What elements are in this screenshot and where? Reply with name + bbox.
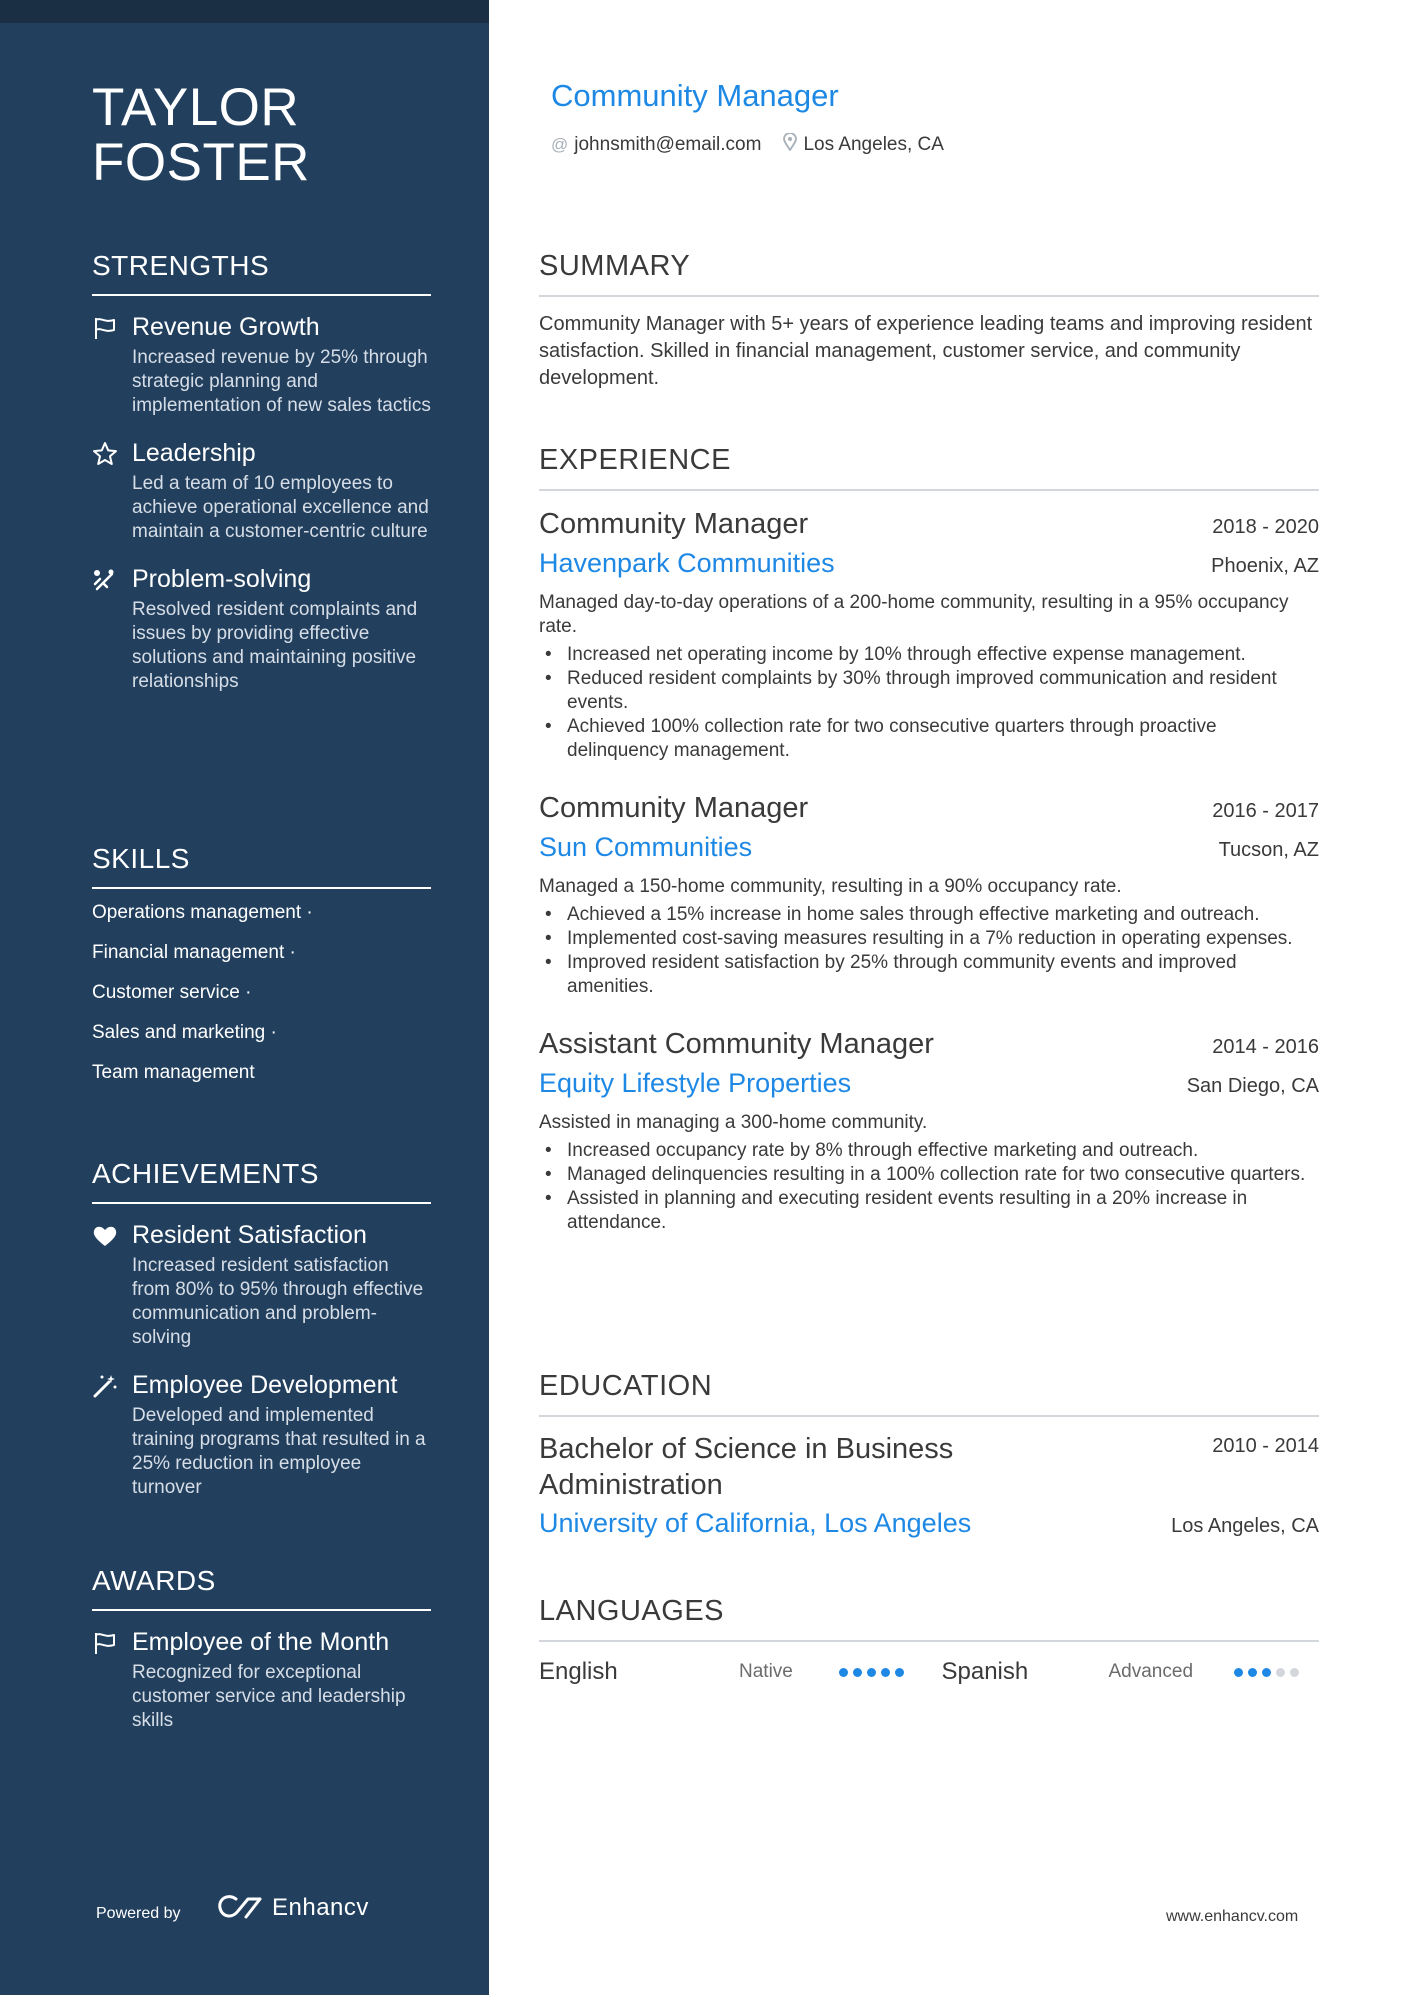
- languages-heading: LANGUAGES: [539, 1595, 1319, 1642]
- job-description: Assisted in managing a 300-home community.: [539, 1112, 928, 1133]
- strength-desc: Increased revenue by 25% through strategic planning and implementation of new sales tactics: [132, 347, 431, 416]
- achievement-item: [92, 1220, 431, 1350]
- strength-item: [92, 312, 431, 418]
- strength-item: [92, 564, 431, 694]
- enhancv-logo[interactable]: [216, 1893, 369, 1923]
- language-level: Native: [739, 1661, 793, 1682]
- language-name: English: [539, 1658, 618, 1685]
- education-entry: [539, 1431, 1319, 1543]
- language-item: [942, 1658, 1320, 1686]
- achievements-section: [92, 1158, 431, 1500]
- job-entry: [539, 789, 1319, 999]
- job-location: San Diego, CA: [1186, 1075, 1319, 1097]
- footer-url[interactable]: www.enhancv.com: [1166, 1908, 1299, 1925]
- magic-wand-icon: [92, 1373, 118, 1399]
- experience-heading: EXPERIENCE: [539, 444, 1319, 491]
- job-bullet: • Increased net operating income by 10% through effective expense management.: [539, 643, 1319, 667]
- first-name: TAYLOR: [92, 78, 300, 137]
- location-pin-icon: [783, 133, 797, 156]
- location-text: Los Angeles, CA: [803, 133, 944, 155]
- at-icon: @: [551, 134, 569, 154]
- job-role: Community Manager: [539, 508, 809, 540]
- strengths-heading: STRENGTHS: [92, 250, 431, 296]
- headline-title: Community Manager: [551, 78, 839, 113]
- job-description: Managed day-to-day operations of a 200-home community, resulting in a 95% occupancy rate.: [539, 592, 1289, 637]
- job-bullet: • Achieved a 15% increase in home sales through effective marketing and outreach.: [539, 903, 1319, 927]
- award-item: [92, 1627, 431, 1733]
- rating-dot-filled: [867, 1668, 876, 1677]
- skill-item: Customer service ·: [92, 982, 252, 1003]
- job-bullets: [539, 643, 1319, 763]
- puzzle-icon: [92, 567, 118, 593]
- job-bullet: • Reduced resident complaints by 30% through improved communication and resident events.: [539, 667, 1319, 715]
- summary-text: Community Manager with 5+ years of experience leading teams and improving resident satisfaction. Skilled in financial management, customer service, and community development.: [539, 313, 1313, 389]
- job-role: Assistant Community Manager: [539, 1028, 934, 1060]
- rating-dot-filled: [1234, 1668, 1243, 1677]
- rating-dot-filled: [895, 1668, 904, 1677]
- contact-info: [551, 133, 944, 156]
- awards-heading: AWARDS: [92, 1565, 431, 1611]
- achievement-title: Resident Satisfaction: [132, 1221, 367, 1249]
- education-location: Los Angeles, CA: [1171, 1515, 1319, 1537]
- job-location: Phoenix, AZ: [1211, 555, 1319, 577]
- flag-icon: [92, 315, 118, 341]
- education-school: University of California, Los Angeles: [539, 1508, 972, 1538]
- skills-list: [92, 901, 431, 1085]
- rating-dot-empty: [1290, 1668, 1299, 1677]
- job-entry: [539, 505, 1319, 763]
- strength-title: Problem-solving: [132, 565, 312, 593]
- achievement-item: [92, 1370, 431, 1500]
- skills-heading: SKILLS: [92, 843, 431, 889]
- job-bullets: [539, 903, 1319, 999]
- awards-section: [92, 1565, 431, 1733]
- languages-row: [539, 1654, 1319, 1690]
- achievement-title: Employee Development: [132, 1371, 398, 1399]
- job-bullet: • Achieved 100% collection rate for two consecutive quarters through proactive delinquency management.: [539, 715, 1319, 763]
- rating-dot-filled: [839, 1668, 848, 1677]
- last-name: FOSTER: [92, 133, 310, 192]
- skill-item: Team management: [92, 1062, 255, 1083]
- heart-icon: [92, 1223, 118, 1249]
- sidebar-top-bar: [0, 0, 489, 23]
- job-bullet: • Assisted in planning and executing resident events resulting in a 20% increase in attendance.: [539, 1187, 1319, 1235]
- flag-icon: [92, 1630, 118, 1656]
- achievements-heading: ACHIEVEMENTS: [92, 1158, 431, 1204]
- job-dates: 2016 - 2017: [1212, 800, 1319, 822]
- job-entry: [539, 1025, 1319, 1235]
- education-dates: 2010 - 2014: [1212, 1435, 1319, 1457]
- enhancv-logo-icon: [216, 1893, 262, 1923]
- job-dates: 2018 - 2020: [1212, 516, 1319, 538]
- summary-heading: SUMMARY: [539, 250, 1319, 297]
- skill-item: Operations management ·: [92, 902, 313, 923]
- job-company: Sun Communities: [539, 832, 753, 862]
- strengths-section: [92, 250, 431, 694]
- main-content: [489, 0, 1410, 1995]
- rating-dot-filled: [1262, 1668, 1271, 1677]
- languages-section: [539, 1595, 1319, 1690]
- powered-by-label: Powered by: [96, 1905, 181, 1922]
- award-desc: Recognized for exceptional customer service and leadership skills: [132, 1662, 406, 1731]
- language-level: Advanced: [1108, 1661, 1194, 1682]
- experience-section: [539, 444, 1319, 1235]
- skills-section: [92, 843, 431, 1101]
- achievement-desc: Developed and implemented training programs that resulted in a 25% reduction in employee turnover: [132, 1405, 426, 1498]
- rating-dot-filled: [1248, 1668, 1257, 1677]
- strength-desc: Led a team of 10 employees to achieve operational excellence and maintain a customer-centric culture: [132, 473, 429, 542]
- strength-item: [92, 438, 431, 544]
- education-section: [539, 1370, 1319, 1543]
- enhancv-brand-text: Enhancv: [272, 1894, 369, 1921]
- award-title: Employee of the Month: [132, 1628, 390, 1656]
- candidate-name: [92, 80, 310, 190]
- skill-item: Sales and marketing ·: [92, 1022, 277, 1043]
- job-dates: 2014 - 2016: [1212, 1036, 1319, 1058]
- rating-dot-filled: [853, 1668, 862, 1677]
- achievement-desc: Increased resident satisfaction from 80% to 95% through effective communication and problem-solving: [132, 1255, 424, 1348]
- language-rating: [839, 1668, 904, 1677]
- job-bullet: • Increased occupancy rate by 8% through effective marketing and outreach.: [539, 1139, 1319, 1163]
- rating-dot-filled: [881, 1668, 890, 1677]
- language-item: [539, 1658, 917, 1686]
- language-name: Spanish: [941, 1658, 1029, 1685]
- skill-item: Financial management ·: [92, 942, 296, 963]
- education-heading: EDUCATION: [539, 1370, 1319, 1417]
- language-rating: [1234, 1668, 1299, 1677]
- job-bullets: [539, 1139, 1319, 1235]
- email-text[interactable]: johnsmith@email.com: [574, 133, 762, 155]
- strength-title: Leadership: [132, 439, 256, 467]
- summary-section: [539, 250, 1319, 392]
- job-bullet: • Managed delinquencies resulting in a 100% collection rate for two consecutive quarters.: [539, 1163, 1319, 1187]
- job-location: Tucson, AZ: [1218, 839, 1319, 861]
- strength-desc: Resolved resident complaints and issues by providing effective solutions and maintaining positive relationships: [132, 599, 418, 692]
- job-description: Managed a 150-home community, resulting in a 90% occupancy rate.: [539, 876, 1122, 897]
- job-company: Havenpark Communities: [539, 548, 835, 578]
- strength-title: Revenue Growth: [132, 313, 320, 341]
- education-degree: Bachelor of Science in Business Administration: [539, 1433, 954, 1501]
- sidebar: [0, 0, 489, 1995]
- job-role: Community Manager: [539, 792, 809, 824]
- job-bullet: • Implemented cost-saving measures resulting in a 7% reduction in operating expenses.: [539, 927, 1319, 951]
- job-bullet: • Improved resident satisfaction by 25% through community events and improved amenities.: [539, 951, 1319, 999]
- star-icon: [92, 441, 118, 467]
- job-company: Equity Lifestyle Properties: [539, 1068, 852, 1098]
- rating-dot-empty: [1276, 1668, 1285, 1677]
